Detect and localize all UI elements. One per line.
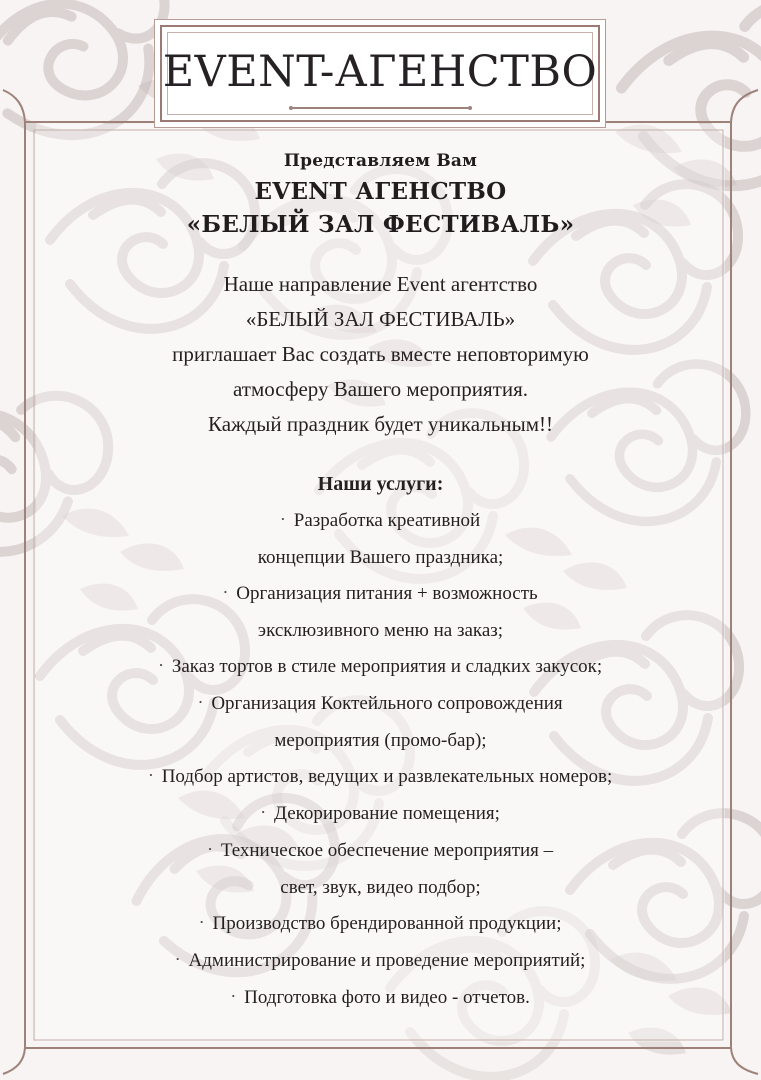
agency-title: EVENT-АГЕНСТВО [162,47,598,97]
bullet-marker: · [198,694,203,709]
service-item-cakes [0,649,761,686]
service-line [0,649,761,686]
service-line [0,833,761,870]
bullet-marker: · [199,914,204,929]
service-item-creative-concept [0,503,761,576]
service-line [0,943,761,980]
service-line: мероприятия (промо-бар); [274,730,487,751]
service-item-artists [0,759,761,796]
bullet-marker: · [175,951,180,966]
service-line [0,759,761,796]
agency-heading: EVENT АГЕНСТВО [254,178,507,205]
service-item-branded-products [0,906,761,943]
presenting-text: Представляем Вам [283,151,478,171]
service-line [0,796,761,833]
service-line [0,980,761,1017]
services-heading: Наши услуги: [317,473,444,495]
service-item-administration [0,943,761,980]
service-item-technical-support [0,833,761,906]
description-line: «БЕЛЫЙ ЗАЛ ФЕСТИВАЛЬ» [245,307,516,331]
service-line [0,503,761,540]
festival-name: «БЕЛЫЙ ЗАЛ ФЕСТИВАЛЬ» [186,211,575,238]
bullet-marker: · [158,657,164,672]
service-text: Организация питания + возможность [236,583,538,604]
title-decorative-rule [293,107,468,109]
service-text: Организация Коктейльного сопровождения [211,693,563,714]
service-line [0,576,761,613]
service-line [0,686,761,723]
service-item-catering [0,576,761,649]
invitation-description [0,267,761,442]
service-line: эксклюзивного меню на заказ; [257,620,504,641]
service-line: концепции Вашего праздника; [257,547,504,568]
bullet-marker: · [261,804,266,819]
service-text: Подбор артистов, ведущих и развлекательных номеров; [161,766,613,787]
bullet-marker: · [148,767,154,782]
service-text: Производство брендированной продукции; [212,913,562,934]
service-text: Подготовка фото и видео - отчетов. [244,987,530,1008]
service-text: Администрирование и проведение мероприятий; [188,950,586,971]
description-line: Наше направление Event агентство [223,272,538,296]
bullet-marker: · [223,584,228,599]
introduction-block [0,148,761,241]
description-line: атмосферу Вашего мероприятия. [233,377,528,401]
service-text: Техническое обеспечение мероприятия – [220,840,554,861]
service-item-cocktail-bar [0,686,761,759]
service-text: Заказ тортов в стиле мероприятия и сладких закусок; [171,656,603,677]
services-list [0,466,761,1017]
bullet-marker: · [207,841,213,856]
title-plaque [160,25,600,122]
service-item-photo-video-reports [0,980,761,1017]
bullet-marker: · [280,511,286,526]
service-text: Декорирование помещения; [274,803,500,824]
service-item-decoration [0,796,761,833]
service-line: свет, звук, видео подбор; [280,877,481,898]
service-line [0,906,761,943]
bullet-marker: · [231,988,236,1003]
description-line: Каждый праздник будет уникальным!! [208,412,553,436]
description-line: приглашает Вас создать вместе неповторимую [172,342,589,366]
service-text: Разработка креативной [293,510,481,531]
